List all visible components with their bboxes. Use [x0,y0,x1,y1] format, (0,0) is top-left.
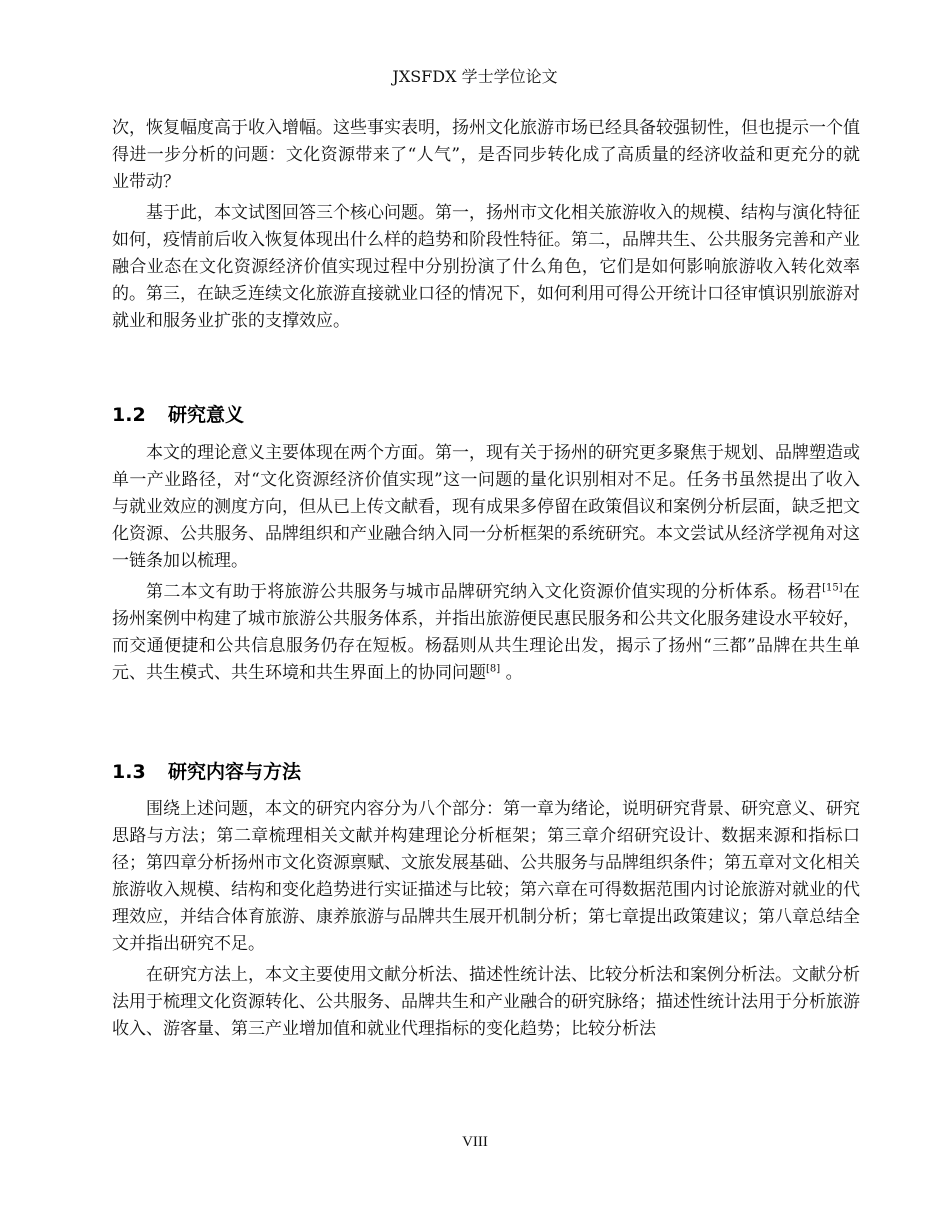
paragraph: 本文的理论意义主要体现在两个方面。第一，现有关于扬州的研究更多聚焦于规划、品牌塑造或单一产业路径，对“文化资源经济价值实现”这一问题的量化识别相对不足。任务书虽然提出了收入与就业效应的测度方向，但从已上传文献看，现有成果多停留在政策倡议和案例分析层面，缺乏把文化资源、公共服务、品牌组织和产业融合纳入同一分析框架的系统研究。本文尝试从经济学视角对这一链条加以梳理。 [112,443,860,571]
page-number: VIII [462,1134,488,1150]
citation: [15] [822,582,843,594]
paragraph: 围绕上述问题，本文的研究内容分为八个部分：第一章为绪论，说明研究背景、研究意义、研究思路与方法；第二章梳理相关文献并构建理论分析框架；第三章介绍研究设计、数据来源和指标口径；第四章分析扬州市文化资源禀赋、文旅发展基础、公共服务与品牌组织条件；第五章对文化相关旅游收入规模、结构和变化趋势进行实证描述与比较；第六章在可得数据范围内讨论旅游对就业的代理效应，并结合体育旅游、康养旅游与品牌共生展开机制分析；第七章提出政策建议；第八章总结全文并指出研究不足。 [112,799,860,954]
section-title: 研究意义 [168,404,245,426]
paragraph: 在研究方法上，本文主要使用文献分析法、描述性统计法、比较分析法和案例分析法。文献分析法用于梳理文化资源转化、公共服务、品牌共生和产业融合的研究脉络；描述性统计法用于分析旅游收入、游客量、第三产业增加值和就业代理指标的变化趋势；比较分析法 [112,965,860,1039]
text-run: 在扬州案例中构建了城市旅游公共服务体系，并指出旅游便民惠民服务和公共文化服务建设水平较好，而交通便捷和公共信息服务仍存在短板。杨磊则从共生理论出发，揭示了扬州“三都”品牌在共生单元、共生模式、共生环境和共生界面上的协同问题 [112,582,861,683]
section-heading [112,757,301,784]
section-body [112,796,860,1047]
text-run: 第二本文有助于将旅游公共服务与城市品牌研究纳入文化资源价值实现的分析体系。杨君 [146,582,823,602]
section-title: 研究内容与方法 [168,761,302,783]
section-body [112,440,860,691]
text-run: 。 [500,663,523,683]
intro-block [112,115,860,339]
paragraph: 基于此，本文试图回答三个核心问题。第一，扬州市文化相关旅游收入的规模、结构与演化特征如何，疫情前后收入恢复体现出什么样的趋势和阶段性特征。第二，品牌共生、公共服务完善和产业融合业态在文化资源经济价值实现过程中分别扮演了什么角色，它们是如何影响旅游收入转化效率的。第三，在缺乏连续文化旅游直接就业口径的情况下，如何利用可得公开统计口径审慎识别旅游对就业和服务业扩张的支撑效应。 [112,203,860,331]
paragraph: 次，恢复幅度高于收入增幅。这些事实表明，扬州文化旅游市场已经具备较强韧性，但也提示一个值得进一步分析的问题：文化资源带来了“人气”，是否同步转化成了高质量的经济收益和更充分的就业带动？ [112,118,860,192]
section-number: 1.3 [112,761,146,783]
section-number: 1.2 [112,404,146,426]
citation: [8] [486,663,501,675]
section-heading [112,400,244,427]
paragraph [112,579,860,687]
running-header: JXSFDX 学士学位论文 [392,67,558,86]
